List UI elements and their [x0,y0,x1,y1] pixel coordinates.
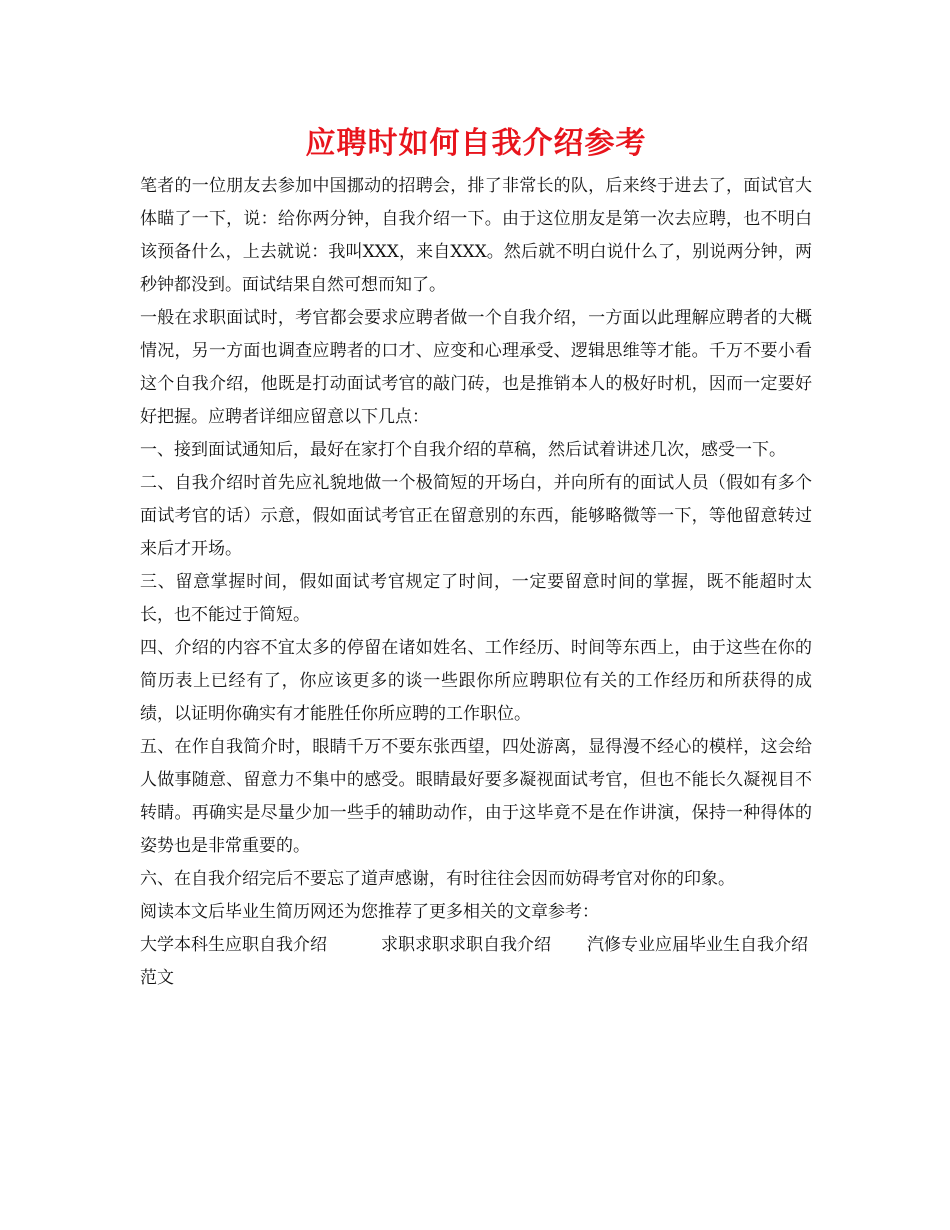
paragraph-recommendation: 阅读本文后毕业生简历网还为您推荐了更多相关的文章参考： [140,902,599,922]
paragraph-point-6: 六、在自我介绍完后不要忘了道声感谢，有时往往会因而妨碍考官对你的印象。 [140,869,735,889]
document-page [140,118,812,995]
paragraph-intro-story: 笔者的一位朋友去参加中国挪动的招聘会，排了非常长的队，后来终于进去了，面试官大体瞄了一下，说：给你两分钟，自我介绍一下。由于这位朋友是第一次去应聘，也不明白该预备什么，上去就说：我叫XXX，来自XXX。然后就不明白说什么了，别说两分钟，两秒钟都没到。面试结果自然可想而知了。 [140,176,812,295]
paragraph-overview: 一般在求职面试时，考官都会要求应聘者做一个自我介绍，一方面以此理解应聘者的大概情况，另一方面也调查应聘者的口才、应变和心理承受、逻辑思维等才能。千万不要小看这个自我介绍，他既是打动面试考官的敲门砖，也是推销本人的极好时机，因而一定要好好把握。应聘者详细应留意以下几点： [140,308,812,427]
paragraph-point-2: 二、自我介绍时首先应礼貌地做一个极简短的开场白，并向所有的面试人员（假如有多个面试考官的话）示意，假如面试考官正在留意别的东西，能够略微等一下，等他留意转过来后才开场。 [140,473,812,559]
related-link-1[interactable]: 大学本科生应职自我介绍 [140,935,327,955]
related-link-2[interactable]: 求职求职求职自我介绍 [381,935,551,955]
paragraph-point-3: 三、留意掌握时间，假如面试考官规定了时间，一定要留意时间的掌握，既不能超时太长，也不能过于简短。 [140,572,812,625]
paragraph-point-5: 五、在作自我简介时，眼睛千万不要东张西望，四处游离，显得漫不经心的模样，这会给人做事随意、留意力不集中的感受。眼睛最好要多凝视面试考官，但也不能长久凝视目不转睛。再确实是尽量少加一些手的辅助动作，由于这毕竟不是在作讲演，保持一种得体的姿势也是非常重要的。 [140,737,812,856]
paragraph-point-1: 一、接到面试通知后，最好在家打个自我介绍的草稿，然后试着讲述几次，感受一下。 [140,440,786,460]
related-links [140,929,812,995]
paragraph-point-4: 四、介绍的内容不宜太多的停留在诸如姓名、工作经历、时间等东西上，由于这些在你的简历表上已经有了，你应该更多的谈一些跟你所应聘职位有关的工作经历和所获得的成绩，以证明你确实有才能胜任你所应聘的工作职位。 [140,638,812,724]
document-title: 应聘时如何自我介绍参考 [305,126,647,161]
related-link-3[interactable]: 汽修专业应届毕业生自我介绍范文 [140,935,808,988]
